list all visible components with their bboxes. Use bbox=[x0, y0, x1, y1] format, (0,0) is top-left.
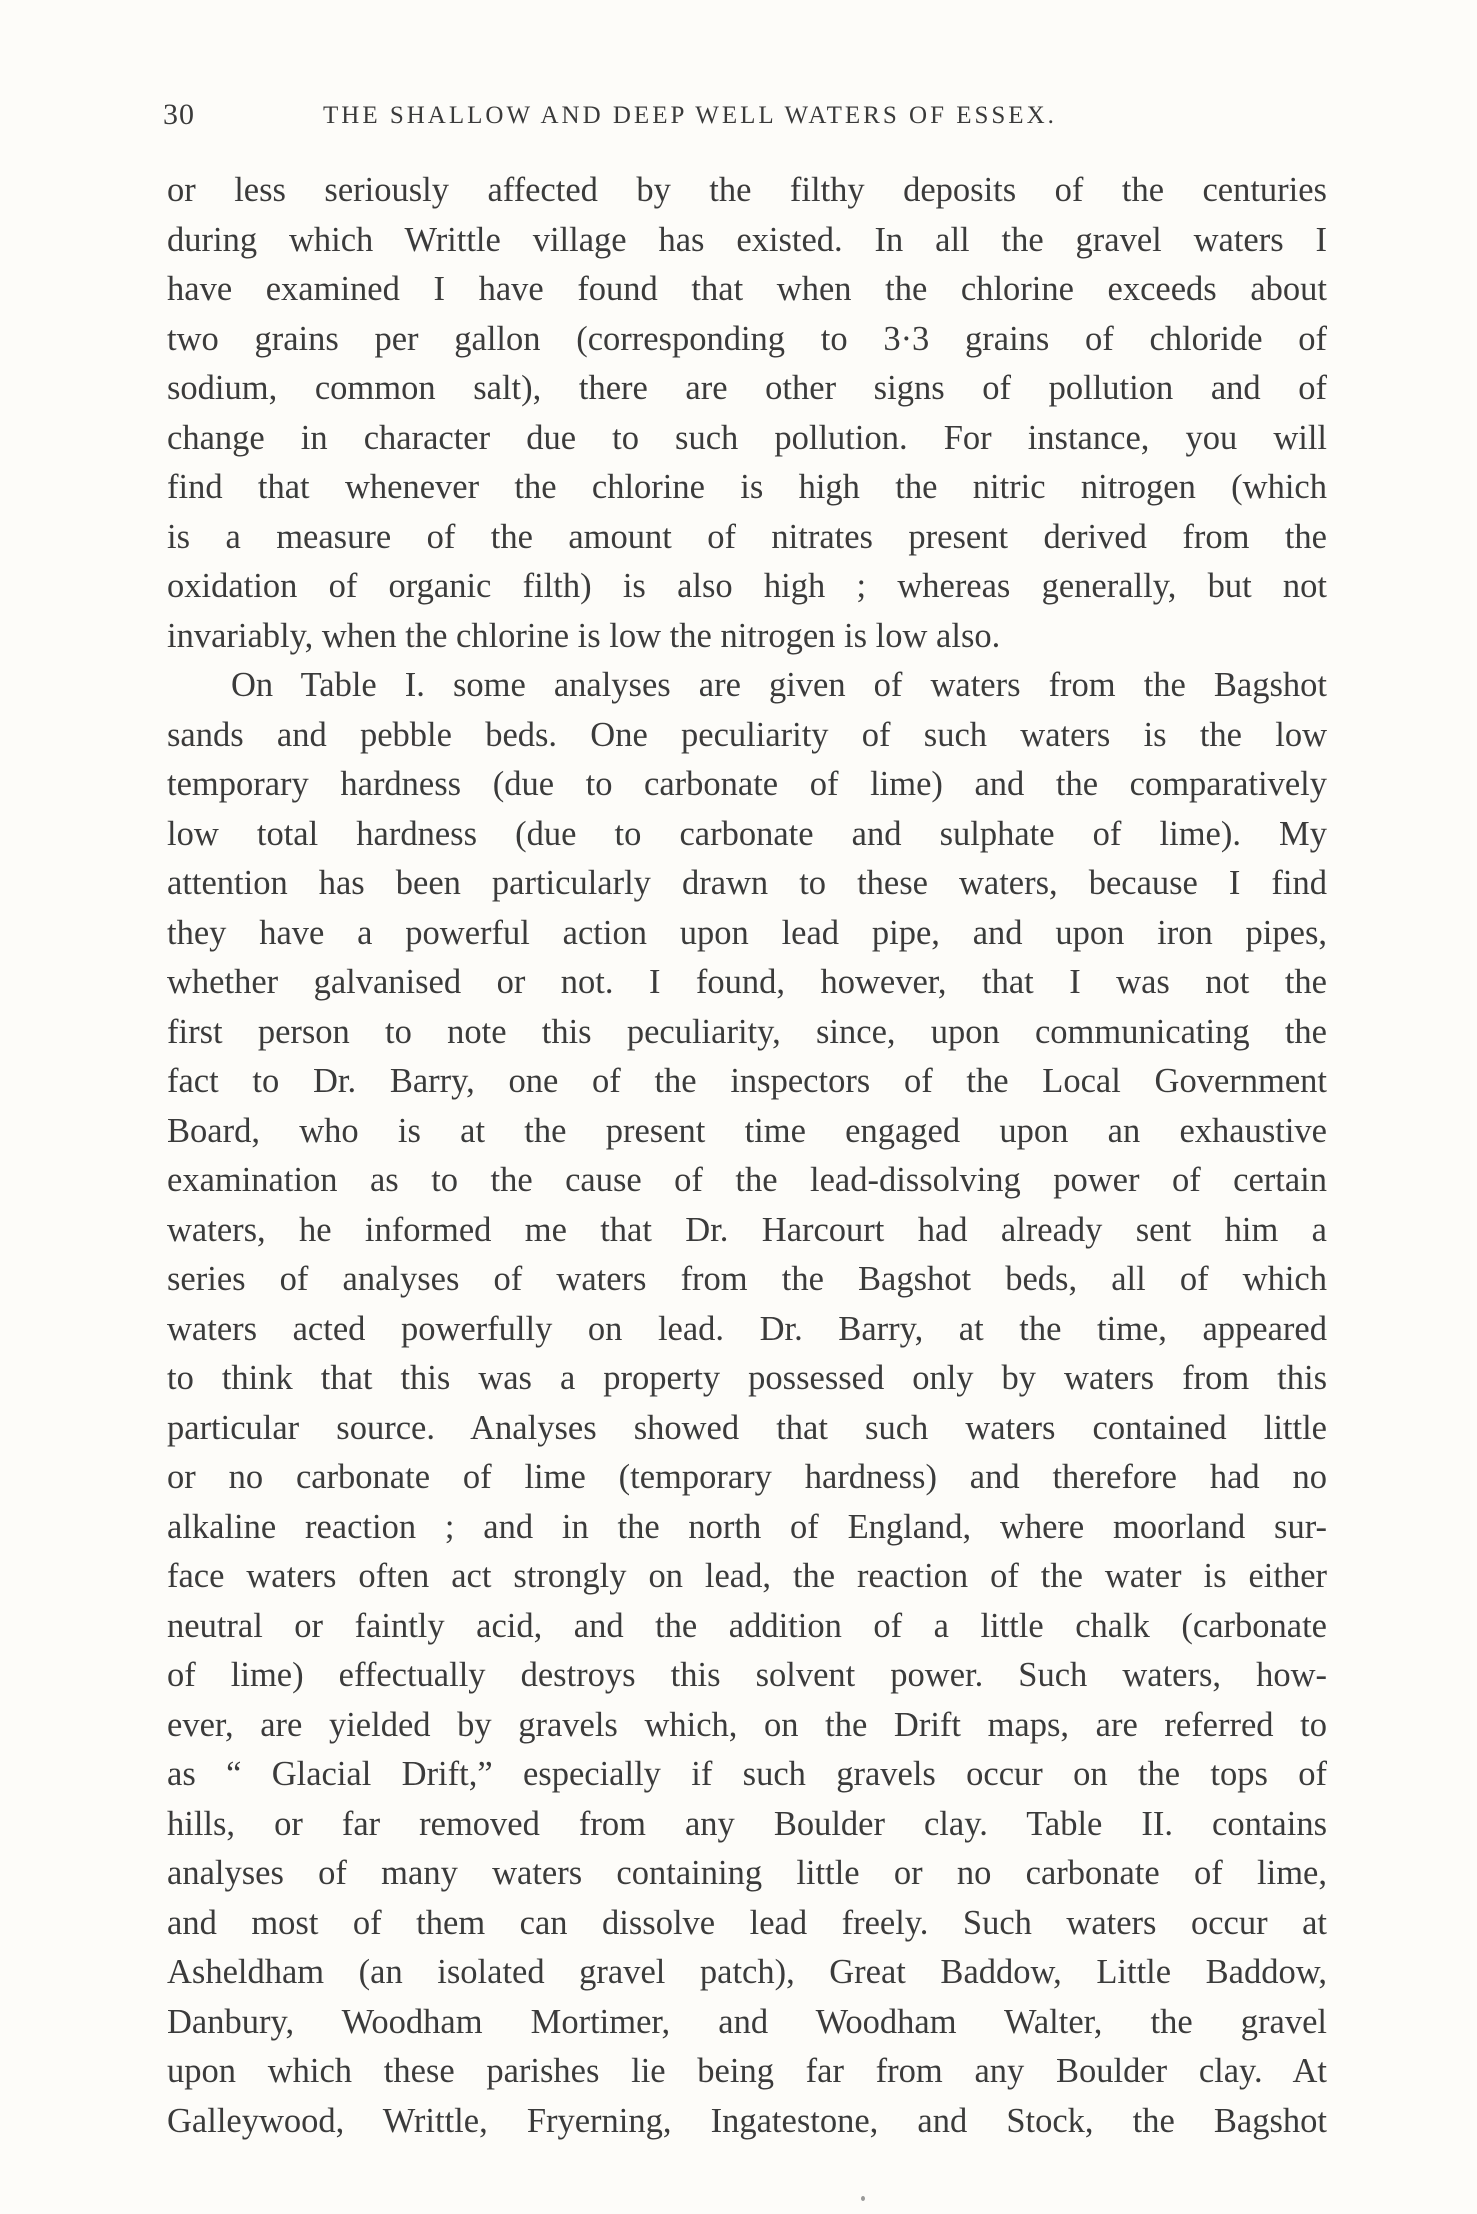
text-line: fact to Dr. Barry, one of the inspectors of the Local Government bbox=[167, 1062, 1327, 1100]
text-line: upon which these parishes lie being far from any Boulder clay. At bbox=[167, 2052, 1327, 2090]
text-line: sodium, common salt), there are other signs of pollution and of bbox=[167, 369, 1327, 407]
text-line: face waters often act strongly on lead, the reaction of the water is either bbox=[167, 1557, 1327, 1595]
text-line: alkaline reaction ; and in the north of England, where moorland sur- bbox=[167, 1507, 1327, 1546]
text-line: Danbury, Woodham Mortimer, and Woodham Walter, the gravel bbox=[167, 2002, 1327, 2041]
text-line: series of analyses of waters from the Bagshot beds, all of which bbox=[167, 1260, 1327, 1298]
text-line: analyses of many waters containing little or no carbonate of lime, bbox=[167, 1854, 1327, 1892]
text-line: of lime) effectually destroys this solvent power. Such waters, how- bbox=[167, 1656, 1327, 1694]
body-text bbox=[167, 166, 1327, 2146]
text-line: examination as to the cause of the lead-dissolving power of certain bbox=[167, 1161, 1327, 1199]
text-line: change in character due to such pollution. For instance, you will bbox=[167, 418, 1327, 457]
paper-speck bbox=[861, 2196, 865, 2201]
paragraph-start-line: On Table I. some analyses are given of waters from the Bagshot bbox=[231, 666, 1327, 704]
running-title: THE SHALLOW AND DEEP WELL WATERS OF ESSEX. bbox=[323, 102, 1057, 129]
page-number: 30 bbox=[163, 98, 195, 131]
text-line: during which Writtle village has existed. In all the gravel waters I bbox=[167, 220, 1327, 259]
text-line: or less seriously affected by the filthy deposits of the centuries bbox=[167, 171, 1327, 209]
text-line: and most of them can dissolve lead freely. Such waters occur at bbox=[167, 1903, 1327, 1942]
text-line: ever, are yielded by gravels which, on the Drift maps, are referred to bbox=[167, 1705, 1327, 1744]
text-line: Board, who is at the present time engaged upon an exhaustive bbox=[167, 1111, 1327, 1150]
text-line: oxidation of organic filth) is also high ; whereas generally, but not bbox=[167, 567, 1327, 605]
text-line: two grains per gallon (corresponding to 3·3 grains of chloride of bbox=[167, 319, 1327, 358]
page-header bbox=[163, 96, 1328, 146]
text-line: or no carbonate of lime (temporary hardness) and therefore had no bbox=[167, 1458, 1327, 1496]
text-line: Galleywood, Writtle, Fryerning, Ingatestone, and Stock, the Bagshot bbox=[167, 2101, 1327, 2140]
text-line: attention has been particularly drawn to these waters, because I find bbox=[167, 864, 1327, 902]
text-line: have examined I have found that when the chlorine exceeds about bbox=[167, 270, 1327, 308]
text-line: first person to note this peculiarity, since, upon communicating the bbox=[167, 1012, 1327, 1051]
text-line: find that whenever the chlorine is high the nitric nitrogen (which bbox=[167, 468, 1327, 506]
paragraph-end-line: invariably, when the chlorine is low the nitrogen is low also. bbox=[167, 616, 1001, 655]
text-line: hills, or far removed from any Boulder clay. Table II. contains bbox=[167, 1804, 1327, 1843]
text-line: particular source. Analyses showed that such waters contained little bbox=[167, 1408, 1327, 1447]
text-line: whether galvanised or not. I found, however, that I was not the bbox=[167, 963, 1327, 1001]
text-line: temporary hardness (due to carbonate of lime) and the comparatively bbox=[167, 765, 1327, 803]
text-line: Asheldham (an isolated gravel patch), Great Baddow, Little Baddow, bbox=[167, 1953, 1327, 1991]
text-line: to think that this was a property possessed only by waters from this bbox=[167, 1359, 1327, 1397]
text-line: they have a powerful action upon lead pipe, and upon iron pipes, bbox=[167, 913, 1327, 952]
text-line: waters, he informed me that Dr. Harcourt had already sent him a bbox=[167, 1210, 1327, 1249]
text-line: sands and pebble beds. One peculiarity of such waters is the low bbox=[167, 715, 1327, 754]
text-line: as “ Glacial Drift,” especially if such gravels occur on the tops of bbox=[167, 1755, 1327, 1793]
text-line: is a measure of the amount of nitrates present derived from the bbox=[167, 517, 1327, 556]
text-line: waters acted powerfully on lead. Dr. Barry, at the time, appeared bbox=[167, 1309, 1327, 1348]
text-line: low total hardness (due to carbonate and sulphate of lime). My bbox=[167, 814, 1327, 853]
text-line: neutral or faintly acid, and the addition of a little chalk (carbonate bbox=[167, 1606, 1327, 1645]
